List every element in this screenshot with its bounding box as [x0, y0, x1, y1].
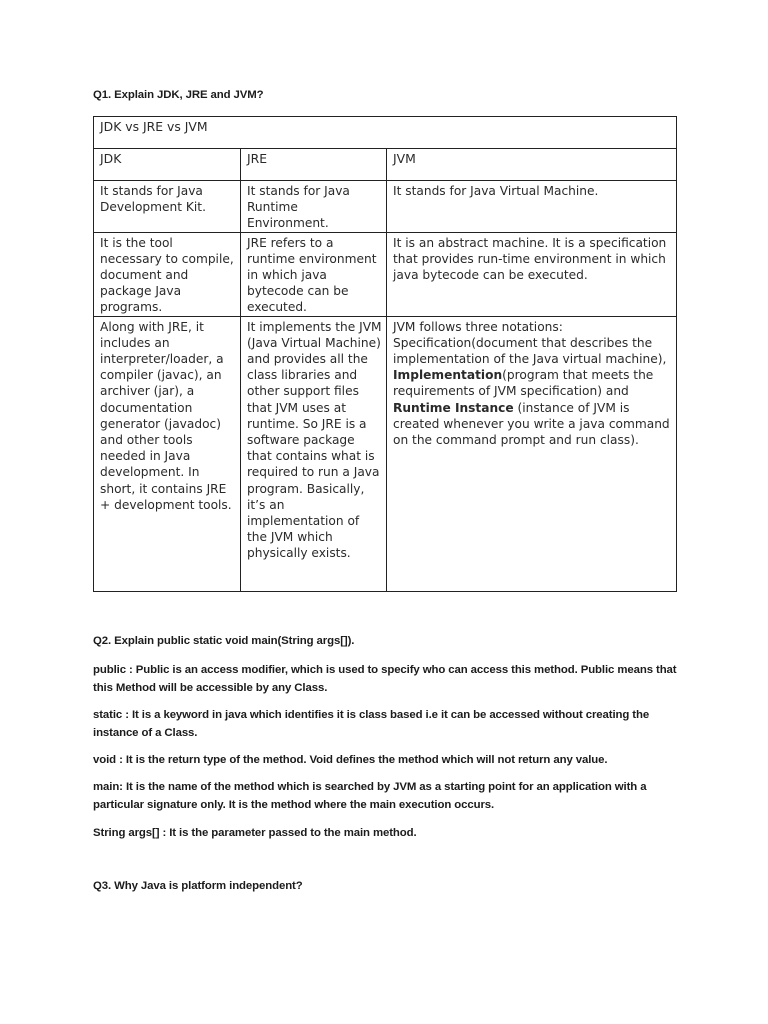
table-row: [94, 181, 677, 233]
jvm-runtime-instance-term: Runtime Instance: [393, 400, 514, 415]
main-paragraph: main: It is the name of the method which is searched by JVM as a starting point for an application with a particular signature only. It is the method where the main execution occurs.: [93, 781, 647, 811]
table-caption-row: [94, 117, 677, 149]
table-row: [94, 316, 677, 591]
static-paragraph: static : It is a keyword in java which identifies it is class based i.e it can be accessed without creating the instance of a Class.: [93, 709, 650, 739]
table-header-row: [94, 149, 677, 181]
table-cell-jdk: It is the tool necessary to compile, document and package Java programs.: [94, 232, 241, 316]
table-cell-jvm: It stands for Java Virtual Machine.: [387, 181, 677, 233]
table-row: [94, 232, 677, 316]
table-cell-jdk: Along with JRE, it includes an interpreter/loader, a compiler (javac), an archiver (jar), a documentation generator (javadoc) and other tools needed in Java development. In short, it contains JRE + development tools.: [94, 316, 241, 591]
table-cell-jre: It implements the JVM (Java Virtual Machine) and provides all the class libraries and other support files that JVM uses at runtime. So JRE is a software package that contains what is required to run a Java program. Basically, it’s an implementation of the JVM which physically exists.: [241, 316, 387, 591]
jvm-notations-text: (instance of JVM is created whenever you write a java command on the command prompt and run class).: [393, 400, 670, 448]
jvm-notations-text: JVM follows three notations: Specification(document that describes the implementation of the Java virtual machine),: [393, 319, 667, 367]
string-args-paragraph: String args[] : It is the parameter passed to the main method.: [93, 827, 417, 839]
jvm-notations-text: (program that meets the requirements of JVM specification) and: [393, 368, 654, 399]
public-paragraph: public : Public is an access modifier, which is used to specify who can access this method. Public means that this Method will be accessible by any Class.: [93, 664, 677, 694]
void-paragraph: void : It is the return type of the method. Void defines the method which will not return any value.: [93, 754, 608, 766]
header-jvm: JVM: [387, 149, 677, 181]
header-jdk: JDK: [94, 149, 241, 181]
jvm-implementation-term: Implementation: [393, 368, 503, 383]
header-jre: JRE: [241, 149, 387, 181]
table-cell-jre: JRE refers to a runtime environment in which java bytecode can be executed.: [241, 232, 387, 316]
q2-heading: Q2. Explain public static void main(String args[]).: [93, 635, 355, 647]
table-cell-jvm: It is an abstract machine. It is a specification that provides run-time environment in which java bytecode can be executed.: [387, 232, 677, 316]
table-caption: JDK vs JRE vs JVM: [94, 117, 677, 149]
table-cell-jre: It stands for Java Runtime Environment.: [241, 181, 387, 233]
jdk-jre-jvm-table: [93, 116, 677, 592]
table-cell-jdk: It stands for Java Development Kit.: [94, 181, 241, 233]
q1-heading: Q1. Explain JDK, JRE and JVM?: [93, 89, 264, 101]
q3-heading: Q3. Why Java is platform independent?: [93, 880, 303, 892]
table-cell-jvm: [387, 316, 677, 591]
